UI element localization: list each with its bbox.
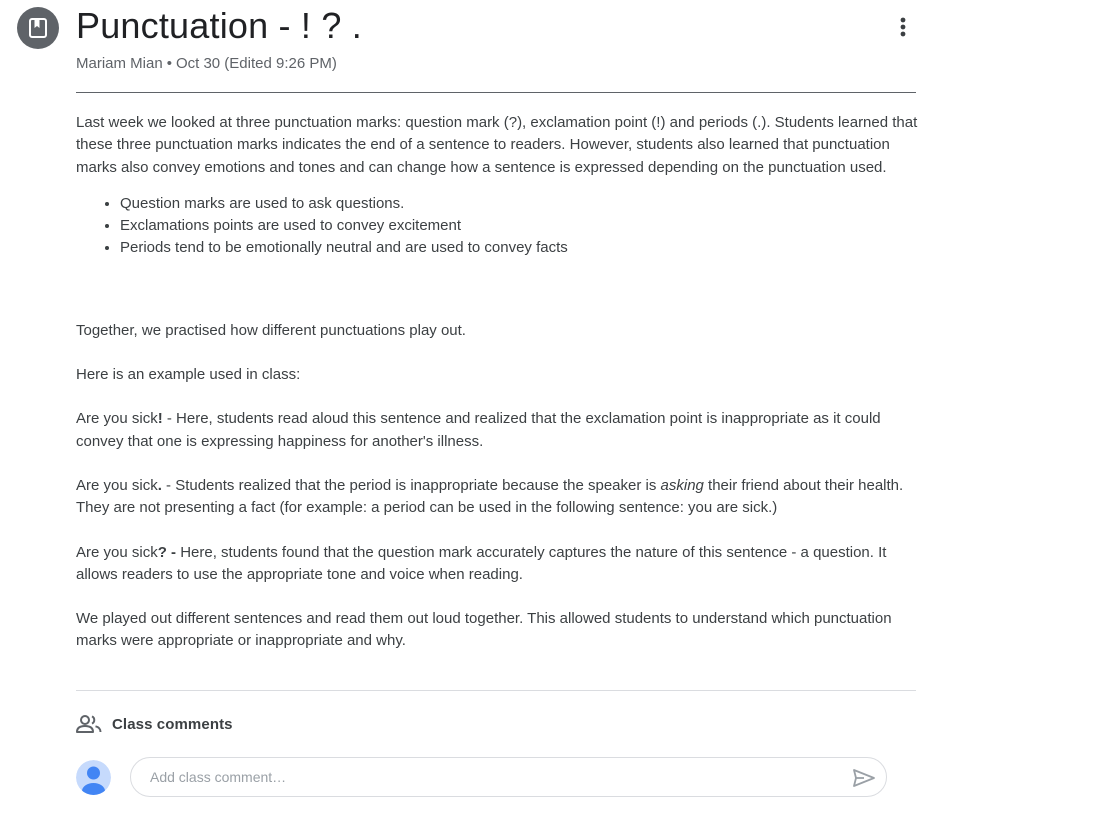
- comments-divider: [76, 690, 916, 691]
- post-date: Oct 30 (Edited 9:26 PM): [175, 55, 337, 72]
- class-comment-input[interactable]: [148, 768, 832, 786]
- avatar: [76, 760, 111, 795]
- class-comments-label: Class comments: [112, 715, 233, 733]
- bullet-item: • Periods tend to be emotionally neutral and are used to convey facts: [120, 237, 918, 259]
- post-meta: [76, 54, 337, 74]
- example-intro: Here is an example used in class:: [76, 366, 301, 384]
- post-body: [76, 112, 918, 653]
- example-text: Here, students found that the question mark accurately captures the nature of this sentence - a question. It allows readers to use the appropriate tone and voice when reading.: [76, 543, 887, 583]
- example-text: - Here, students read aloud this sentence and realized that the exclamation point is inappropriate as it could convey that one is expressing happiness for another's illness.: [76, 410, 881, 450]
- example-mark: ? -: [157, 543, 177, 561]
- example-lead: Are you sick: [76, 543, 158, 561]
- bullet-item: • Exclamations points are used to convey excitement: [120, 215, 918, 237]
- example-question: [76, 542, 918, 587]
- bullet-list: [76, 193, 918, 260]
- example-mark: .: [157, 476, 162, 494]
- people-icon: [76, 714, 102, 734]
- header-divider: [76, 92, 916, 93]
- example-text: - Students realized that the period is inappropriate because the speaker is: [161, 476, 661, 494]
- together-paragraph: Together, we practised how different punctuations play out.: [76, 321, 466, 339]
- more-options-button[interactable]: [886, 10, 920, 44]
- post-title: Punctuation - ! ? .: [76, 5, 362, 46]
- intro-paragraph: Last week we looked at three punctuation marks: question mark (?), exclamation point (!) and periods (.). Students learned that these three punctuation marks indicates the end of a sentence to readers. However, students also learned that punctuation marks also convey emotions and tones and can change how a sentence is expressed depending on the punctuation used.: [76, 114, 918, 176]
- more-vert-icon: [900, 16, 906, 38]
- comment-box: [130, 757, 887, 797]
- example-lead: Are you sick: [76, 476, 158, 494]
- material-book-icon: [17, 7, 59, 49]
- example-period: [76, 475, 918, 520]
- example-exclamation: [76, 408, 918, 453]
- bullet-item: • Question marks are used to ask questions.: [120, 193, 918, 215]
- send-comment-button[interactable]: [852, 766, 876, 790]
- author-name: Mariam Mian: [76, 55, 163, 72]
- example-mark: !: [157, 410, 163, 428]
- example-emphasis: asking: [660, 476, 704, 494]
- closing-paragraph: We played out different sentences and read them out loud together. This allowed students to understand which punctuation marks were appropriate or inappropriate and why.: [76, 610, 892, 650]
- class-comments-header: [76, 712, 233, 736]
- meta-separator: •: [166, 55, 172, 72]
- example-text: their friend about their health. They are not presenting a fact (for example: a period can be used in the following sentence: you are sick.): [76, 476, 904, 517]
- example-lead: Are you sick: [76, 410, 158, 428]
- send-icon: [852, 768, 876, 788]
